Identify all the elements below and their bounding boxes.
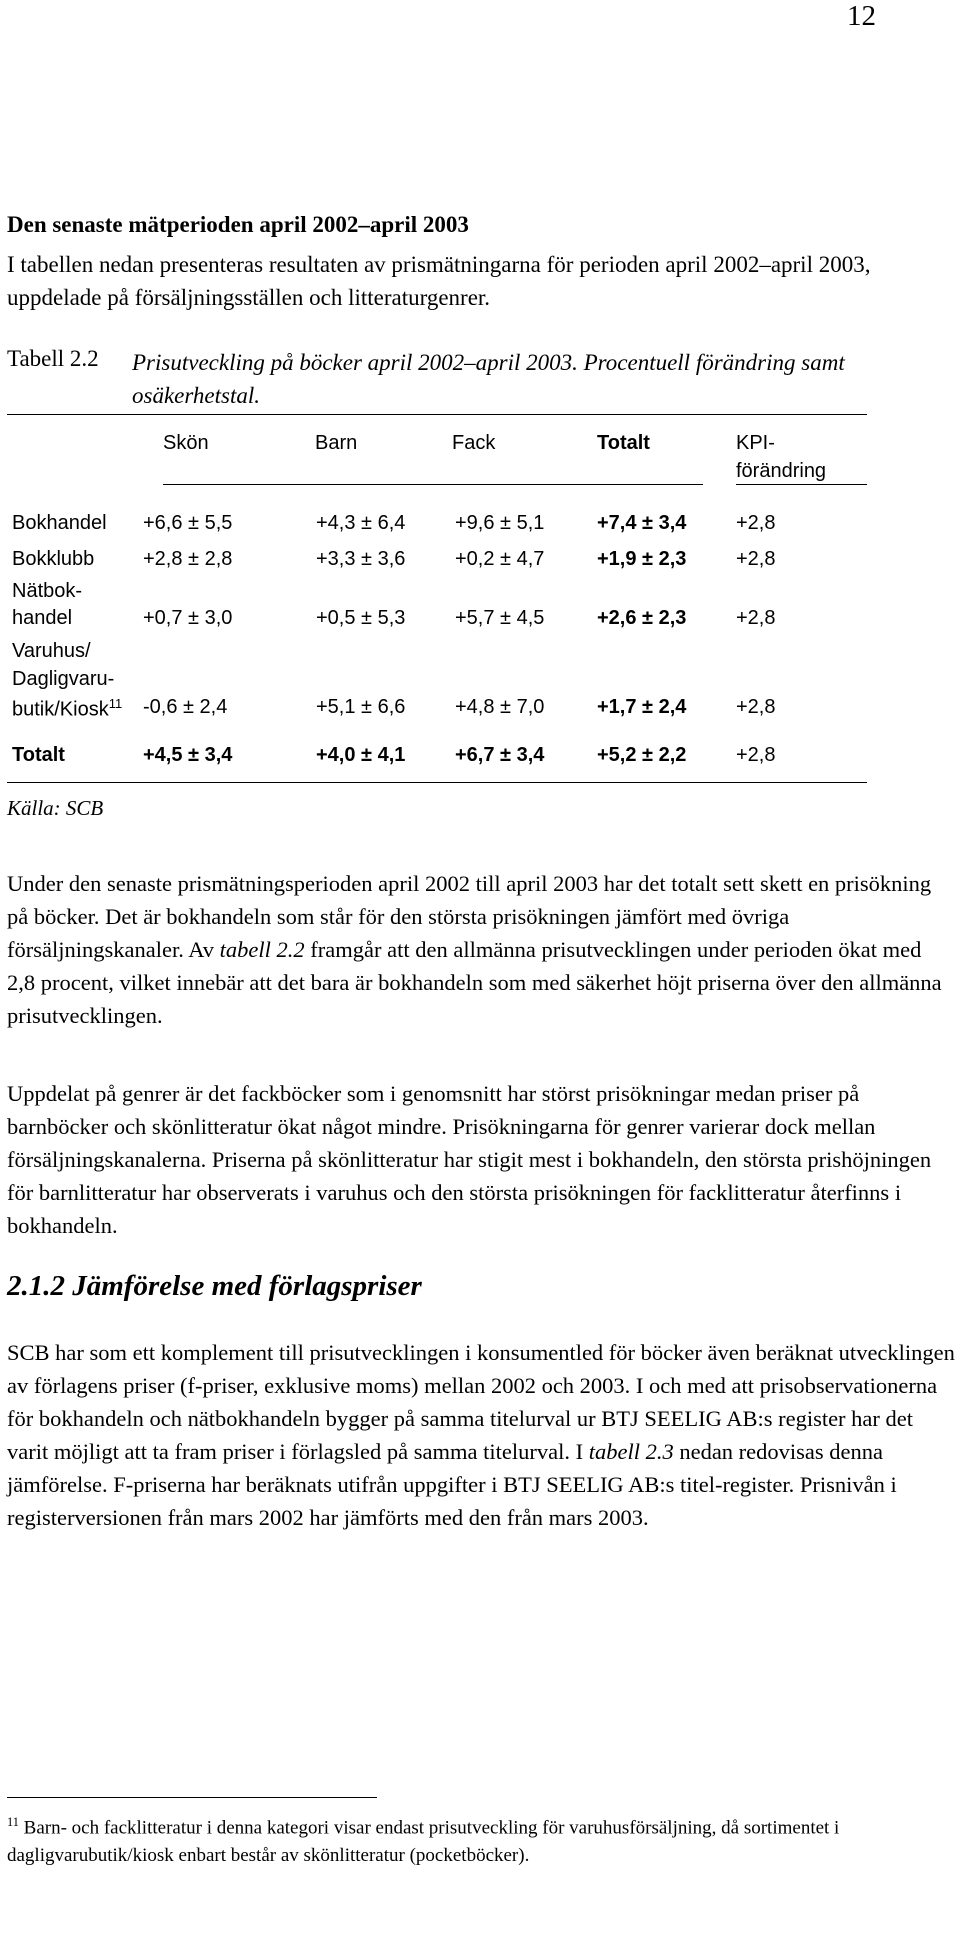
table-cell: +6,7 ± 3,4 (455, 744, 545, 766)
table-bottom-rule (7, 782, 867, 783)
row-label: handel (12, 607, 73, 629)
table-caption-text: Prisutveckling på böcker april 2002–april 2003. Procentuell förändring samt osäkerhetstal. (132, 350, 845, 408)
table-source: Källa: SCB (7, 796, 104, 820)
table-cell: +2,8 (736, 696, 776, 718)
table-cell: +2,8 (736, 607, 776, 629)
row-label: Dagligvaru- (12, 668, 115, 690)
row-label: Varuhus/ (12, 640, 91, 662)
footnote-separator (7, 1797, 377, 1798)
table-reference: tabell 2.2 (219, 937, 305, 962)
body-paragraph: Uppdelat på genrer är det fackböcker som i genomsnitt har störst prisökningar medan priser på barnböcker och skönlitteratur ökat något mindre. Prisökningarna för genrer varierar dock mellan försäljningskanalerna. Priserna på skönlitteratur har stigit mest i bokhandeln, den största prishöjningen för barnlitteratur har observerats i varuhus och den största prisökningen för facklitteratur återfinns i bokhandeln. (7, 1081, 932, 1238)
table-cell: +0,2 ± 4,7 (455, 548, 545, 570)
table-reference: tabell 2.3 (588, 1439, 674, 1464)
col-header-kpi: KPI- (736, 432, 775, 454)
table-cell: +2,8 (736, 548, 776, 570)
table-cell: +4,3 ± 6,4 (316, 512, 406, 534)
table-cell: +2,8 ± 2,8 (143, 548, 233, 570)
table-header-rule (163, 484, 703, 485)
table-cell: +5,7 ± 4,5 (455, 607, 545, 629)
table-cell: +4,8 ± 7,0 (455, 696, 545, 718)
row-label: Bokklubb (12, 548, 95, 570)
table-cell: +1,9 ± 2,3 (597, 548, 687, 570)
table-caption-label: Tabell 2.2 (7, 346, 99, 371)
row-label-text: butik/Kiosk (12, 698, 109, 721)
col-header-totalt: Totalt (597, 432, 650, 454)
footnote-ref: 11 (108, 696, 123, 711)
page-number: 12 (847, 0, 876, 32)
table-cell: +5,1 ± 6,6 (316, 696, 406, 718)
footnote (7, 1808, 955, 1870)
table-cell: +9,6 ± 5,1 (455, 512, 545, 534)
section-paragraph (7, 1336, 955, 1534)
table-cell: +2,8 (736, 744, 776, 766)
paragraph-text: nedan redovisas denna jämförelse. F-priserna har beräknats utifrån uppgifter i BTJ SEELIG AB:s titel-register. Prisnivån i registerversionen från mars 2002 har jämförts med den från mars 2003. (7, 1439, 897, 1530)
table-cell: +6,6 ± 5,5 (143, 512, 233, 534)
table-cell: +2,6 ± 2,3 (597, 607, 687, 629)
paragraph-text: framgår att den allmänna prisutvecklingen under perioden ökat med 2,8 procent, vilket innebär att det bara är bokhandeln som med säkerhet höjt priserna över den allmänna prisutvecklingen. (7, 937, 942, 1028)
section-heading: Den senaste mätperioden april 2002–april 2003 (7, 212, 469, 237)
table-cell: +5,2 ± 2,2 (597, 744, 687, 766)
footnote-text: Barn- och facklitteratur i denna kategori visar endast prisutveckling för varuhusförsäljning, då sortimentet i dagligvarubutik/kiosk enbart består av skönlitteratur (pocketböcker). (7, 1817, 840, 1867)
table-cell: -0,6 ± 2,4 (143, 696, 228, 718)
table-cell: +4,0 ± 4,1 (316, 744, 406, 766)
row-label: Totalt (12, 744, 65, 766)
col-header-barn: Barn (315, 432, 358, 454)
intro-paragraph: I tabellen nedan presenteras resultaten av prismätningarna för perioden april 2002–april 2003, uppdelade på försäljningsställen och litteraturgenrer. (7, 252, 871, 310)
table-cell: +4,5 ± 3,4 (143, 744, 233, 766)
paragraph-text: Under den senaste prismätningsperioden april 2002 till april 2003 har det totalt sett skett en prisökning på böcker. Det är bokhandeln som står för den största prisökningen jämfört med övriga försäljningskanaler. Av (7, 871, 932, 962)
row-label: Bokhandel (12, 512, 107, 534)
table-cell: +2,8 (736, 512, 776, 534)
table-cell: +1,7 ± 2,4 (597, 696, 687, 718)
table-cell: +7,4 ± 3,4 (597, 512, 687, 534)
table-cell: +0,7 ± 3,0 (143, 607, 233, 629)
col-header-kpi-2: förändring (736, 460, 827, 482)
table-cell: +3,3 ± 3,6 (316, 548, 406, 570)
body-paragraph (7, 867, 955, 1032)
subsection-title: 2.1.2 Jämförelse med förlagspriser (7, 1270, 422, 1302)
row-label (12, 696, 122, 722)
table-header-rule-kpi (736, 484, 867, 485)
paragraph-text: SCB har som ett komplement till prisutvecklingen i konsumentled för böcker även beräknat utvecklingen av förlagens priser (f-priser, exklusive moms) mellan 2002 och 2003. I och med att prisobservationerna för bokhandeln och nätbokhandeln bygger på samma titelurval ur BTJ SEELIG AB:s register har det varit möjligt att ta fram priser i förlagsled på samma titelurval. I (7, 1340, 955, 1464)
table-cell: +0,5 ± 5,3 (316, 607, 406, 629)
footnote-number: 11 (7, 1815, 19, 1829)
col-header-fack: Fack (452, 432, 496, 454)
row-label: Nätbok- (12, 580, 83, 602)
table-top-rule (7, 414, 867, 415)
col-header-skon: Skön (163, 432, 209, 454)
